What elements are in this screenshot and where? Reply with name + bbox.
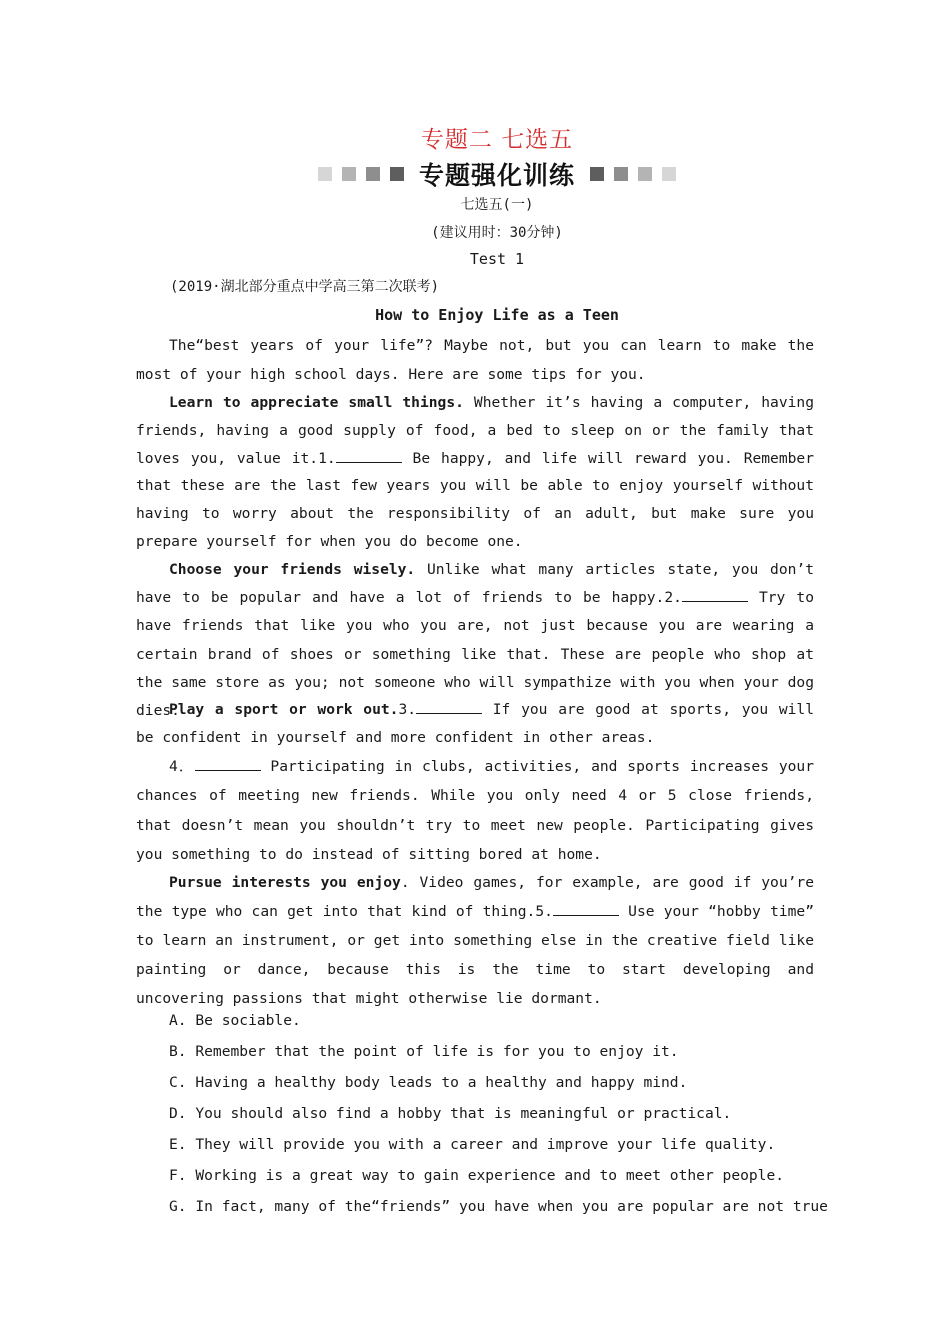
tip-heading: Choose your friends wisely.	[169, 561, 416, 578]
paragraph-text: . Video games, for example, are good if you’re the type who can get into that kind of thing.	[136, 874, 814, 920]
option-f: F. Working is a great way to gain experience and to meet other people.	[169, 1167, 785, 1184]
option-g: G. In fact, many of the“friends” you have when you are popular are not true	[169, 1198, 828, 1215]
blank-number: 4．	[169, 758, 195, 775]
answer-blank	[336, 450, 402, 463]
paragraph-text: If you are good at sports, you will be confident in yourself and more confident in other areas.	[136, 701, 814, 746]
option-e: E. They will provide you with a career and improve your life quality.	[169, 1136, 776, 1153]
time-hint: (建议用时：30分钟)	[431, 225, 563, 241]
section-title: 专题二 七选五	[420, 127, 574, 153]
answer-blank	[553, 903, 619, 916]
blank-number: 2.	[664, 589, 682, 607]
paragraph-text: Whether it’s having a computer, having friends, having a good supply of food, a bed to sleep on or the family that loves you, value it.	[136, 394, 814, 467]
paragraph-text: Unlike what many articles state, you don’t have to be popular and have a lot of friends to be happy.	[136, 561, 814, 607]
paragraph-text: Be happy, and life will reward you. Remember that these are the last few years you will be able to enjoy yourself without having to worry about the responsibility of an adult, but make sure you prepare yourself for when you do become one.	[136, 449, 814, 550]
banner-square-icon	[614, 167, 628, 181]
paragraph-6	[136, 868, 814, 1013]
test-label: Test 1	[469, 250, 525, 268]
tip-heading: Learn to appreciate small things.	[169, 394, 464, 411]
blank-number: 3.	[398, 701, 417, 718]
answer-blank	[195, 758, 261, 771]
banner-square-icon	[342, 167, 356, 181]
blank-number: 1.	[318, 449, 336, 467]
answer-blank	[682, 589, 748, 602]
paragraph-text: Use your “hobby time” to learn an instrument, or get into something else in the creative field like painting or dance, because this is the time to start developing and uncovering passions that might otherwise lie dormant.	[136, 903, 814, 1007]
banner-square-icon	[638, 167, 652, 181]
tip-heading: Play a sport or work out.	[169, 701, 399, 718]
paragraph-text: The“best years of your life”? Maybe not, but you can learn to make the most of your high school days. Here are some tips for you.	[136, 337, 814, 383]
tip-heading: Pursue interests you enjoy	[169, 874, 401, 891]
banner-square-icon	[318, 167, 332, 181]
banner-square-icon	[590, 167, 604, 181]
option-a: A. Be sociable.	[169, 1012, 301, 1029]
banner-title: 专题强化训练	[418, 161, 575, 190]
option-c: C. Having a healthy body leads to a healthy and happy mind.	[169, 1074, 688, 1091]
option-d: D. You should also find a hobby that is meaningful or practical.	[169, 1105, 732, 1122]
paragraph-text: Participating in clubs, activities, and sports increases your chances of meeting new friends. While you only need 4 or 5 close friends, that doesn’t mean you shouldn’t try to meet new people. Participating gives you something to do instead of sitting bored at home.	[136, 758, 814, 863]
banner-square-icon	[366, 167, 380, 181]
banner-square-icon	[390, 167, 404, 181]
answer-blank	[416, 701, 482, 714]
source-note: (2019·湖北部分重点中学高三第二次联考)	[170, 279, 440, 295]
paragraph-1	[136, 332, 814, 389]
option-b: B. Remember that the point of life is for you to enjoy it.	[169, 1043, 679, 1060]
paragraph-4	[136, 696, 814, 752]
passage-title: How to Enjoy Life as a Teen	[375, 306, 619, 324]
blank-number: 5.	[535, 903, 553, 920]
banner-square-icon	[662, 167, 676, 181]
paragraph-5	[136, 752, 814, 869]
exercise-subtitle: 七选五(一)	[460, 197, 534, 213]
paragraph-text: Try to have friends that like you who you are, not just because you are wearing a certain brand of shoes or something like that. These are people who shop at the same store as you; not someone who will sympathize with you when your dog dies.	[136, 589, 814, 720]
paragraph-2	[136, 389, 814, 556]
banner	[22, 156, 950, 192]
